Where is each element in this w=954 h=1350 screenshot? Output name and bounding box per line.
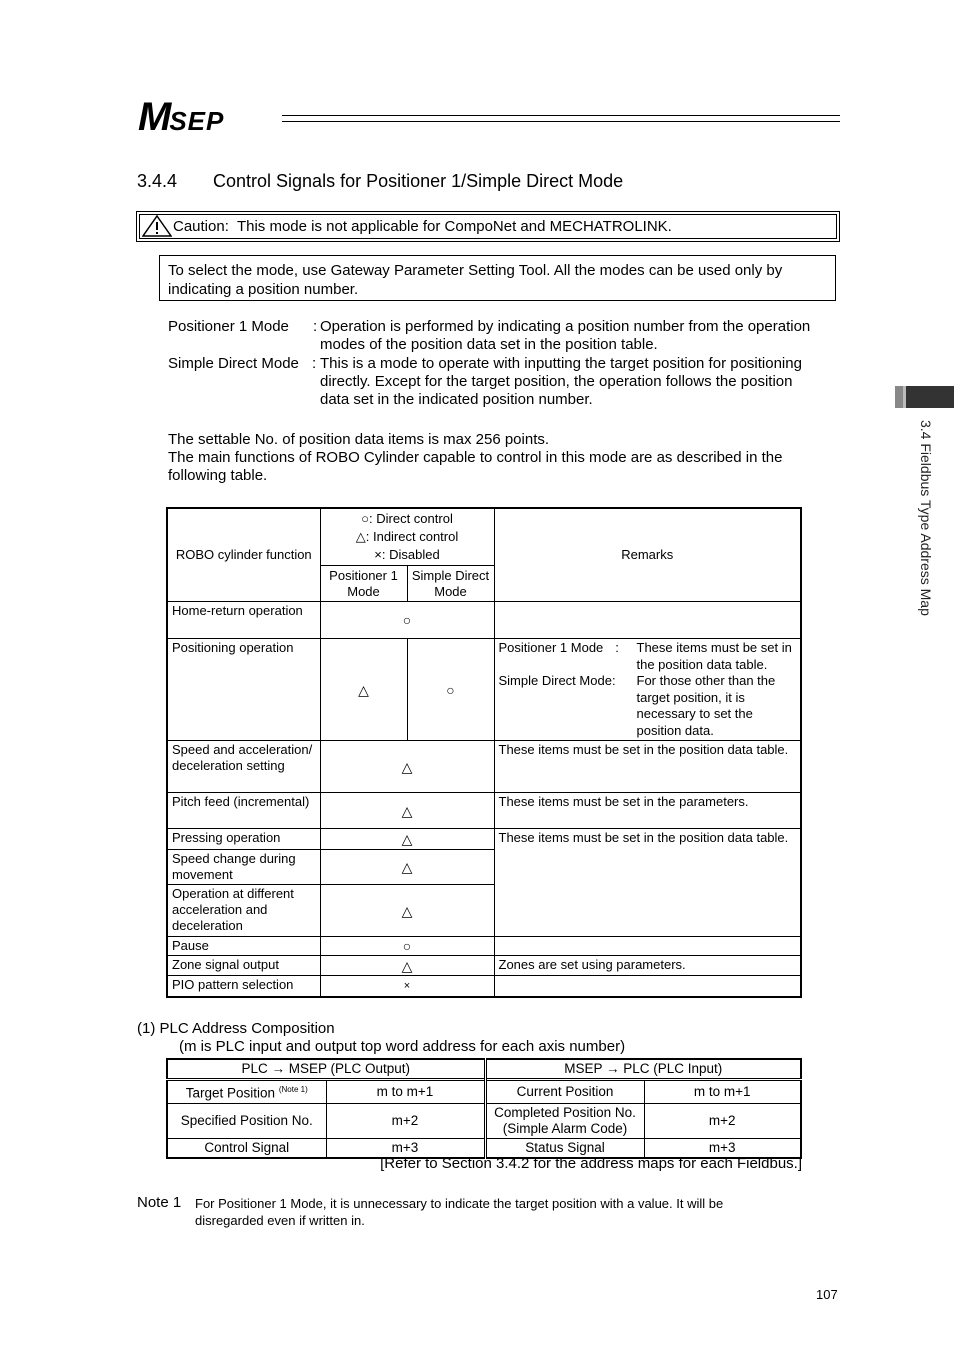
function-name: Pressing operation — [167, 829, 320, 850]
note-ref: (Note 1) — [278, 1085, 308, 1094]
function-name: Speed and acceleration/ deceleration setting — [167, 741, 320, 793]
output-name — [167, 1080, 326, 1104]
side-tab-marker — [906, 386, 954, 408]
function-symbol: △ — [320, 850, 494, 885]
mode-name: Positioner 1 Mode — [168, 318, 289, 335]
input-name-line: Completed Position No. — [494, 1104, 636, 1120]
msep-logo — [138, 95, 224, 140]
function-symbol: △ — [320, 793, 494, 829]
function-remark — [494, 976, 801, 997]
remark-text: These items must be set in the position data table. — [636, 640, 792, 672]
header-plc-output: PLC → MSEP (PLC Output) — [167, 1059, 485, 1080]
function-name: Zone signal output — [167, 956, 320, 976]
caution-label: Caution: — [173, 218, 229, 235]
caution-text — [173, 218, 672, 235]
function-remark: These items must be set in the position data table. — [494, 829, 801, 937]
function-name: Pause — [167, 937, 320, 956]
output-name: Specified Position No. — [167, 1103, 326, 1138]
output-address: m+3 — [326, 1138, 485, 1158]
paragraph: The main functions of ROBO Cylinder capable to control in this mode are as described in the — [168, 449, 783, 466]
function-name: PIO pattern selection — [167, 976, 320, 997]
mode-name: Simple Direct Mode — [168, 355, 299, 372]
logo-m: M — [138, 95, 170, 139]
header-function: ROBO cylinder function — [167, 508, 320, 602]
header-simple-direct: Simple Direct Mode — [407, 566, 494, 602]
refer-note: [Refer to Section 3.4.2 for the address maps for each Fieldbus.] — [380, 1155, 802, 1172]
function-symbol: ○ — [320, 602, 494, 639]
function-symbol: △ — [320, 741, 494, 793]
note-text: For Positioner 1 Mode, it is unnecessary to indicate the target position with a value. It will be — [195, 1196, 724, 1211]
mode-selection-note: To select the mode, use Gateway Parameter Setting Tool. All the modes can be used only by indicating a position number. — [159, 255, 836, 301]
function-remark: These items must be set in the position data table. — [494, 741, 801, 793]
side-tab-label: 3.4 Fieldbus Type Address Map — [918, 420, 934, 616]
function-remark: Zones are set using parameters. — [494, 956, 801, 976]
remark-label: Positioner 1 Mode — [498, 640, 604, 655]
note-label: Note 1 — [137, 1194, 182, 1211]
remark-separator: : — [611, 673, 616, 688]
input-name: Status Signal — [485, 1138, 644, 1158]
output-address: m to m+1 — [326, 1080, 485, 1104]
input-address: m+2 — [644, 1103, 801, 1138]
header-rule — [282, 121, 840, 122]
function-symbol: △ — [320, 885, 494, 937]
function-symbol: ○ — [407, 639, 494, 741]
plc-subtitle: (m is PLC input and output top word address for each axis number) — [179, 1038, 626, 1055]
mode-desc: Operation is performed by indicating a position number from the operation — [320, 318, 811, 335]
mode-desc: This is a mode to operate with inputting the target position for positioning — [320, 355, 802, 372]
logo-sep: SEP — [169, 106, 225, 136]
function-name: Speed change during movement — [167, 850, 320, 885]
mode-separator: : — [312, 355, 317, 372]
caution-box — [136, 211, 840, 242]
function-symbol: △ — [320, 829, 494, 850]
input-address: m+3 — [644, 1138, 801, 1158]
warning-icon — [142, 215, 172, 237]
header-remarks: Remarks — [494, 508, 801, 602]
section-number: 3.4.4 — [137, 171, 178, 191]
output-label: Target Position — [185, 1085, 276, 1101]
plc-address-table — [166, 1058, 802, 1159]
paragraph: The settable No. of position data items is max 256 points. — [168, 431, 550, 448]
header-legend — [320, 508, 494, 566]
function-symbol: △ — [320, 639, 407, 741]
mode-desc: data set in the indicated position number. — [320, 391, 593, 408]
legend-indirect: △: Indirect control — [355, 529, 459, 544]
function-remark: These items must be set in the parameters. — [494, 793, 801, 829]
header-plc-input: MSEP → PLC (PLC Input) — [485, 1059, 801, 1080]
function-symbol: △ — [320, 956, 494, 976]
output-name: Control Signal — [167, 1138, 326, 1158]
legend-direct: ○: Direct control — [361, 511, 453, 526]
function-name: Operation at different acceleration and deceleration — [167, 885, 320, 937]
output-address: m+2 — [326, 1103, 485, 1138]
mode-desc: directly. Except for the target position, the operation follows the position — [320, 373, 793, 390]
function-name: Positioning operation — [167, 639, 320, 741]
mode-separator: : — [313, 318, 318, 335]
remark-text: For those other than the target position, it is necessary to set the position data. — [636, 673, 776, 738]
input-name-line: (Simple Alarm Code) — [502, 1120, 628, 1136]
header-positioner1: Positioner 1 Mode — [320, 566, 407, 602]
function-name: Home-return operation — [167, 602, 320, 639]
function-symbol: × — [320, 976, 494, 997]
remark-separator: : — [615, 640, 619, 655]
function-table — [166, 507, 802, 998]
plc-title: (1) PLC Address Composition — [137, 1020, 335, 1037]
function-remark — [494, 602, 801, 639]
input-name: Current Position — [485, 1080, 644, 1104]
section-title: Control Signals for Positioner 1/Simple Direct Mode — [213, 171, 624, 191]
function-remark — [494, 937, 801, 956]
paragraph: following table. — [168, 467, 268, 484]
input-address: m to m+1 — [644, 1080, 801, 1104]
header-rule — [282, 115, 840, 116]
mode-desc: modes of the position data set in the position table. — [320, 336, 658, 353]
function-symbol: ○ — [320, 937, 494, 956]
note-text: disregarded even if written in. — [195, 1213, 365, 1228]
caution-message: This mode is not applicable for CompoNet and MECHATROLINK. — [236, 218, 672, 235]
remark-label: Simple Direct Mode — [498, 673, 612, 688]
legend-disabled: ×: Disabled — [374, 547, 440, 562]
function-remark — [494, 639, 801, 741]
function-name: Pitch feed (incremental) — [167, 793, 320, 829]
input-name — [485, 1103, 644, 1138]
page-number: 107 — [816, 1287, 838, 1302]
